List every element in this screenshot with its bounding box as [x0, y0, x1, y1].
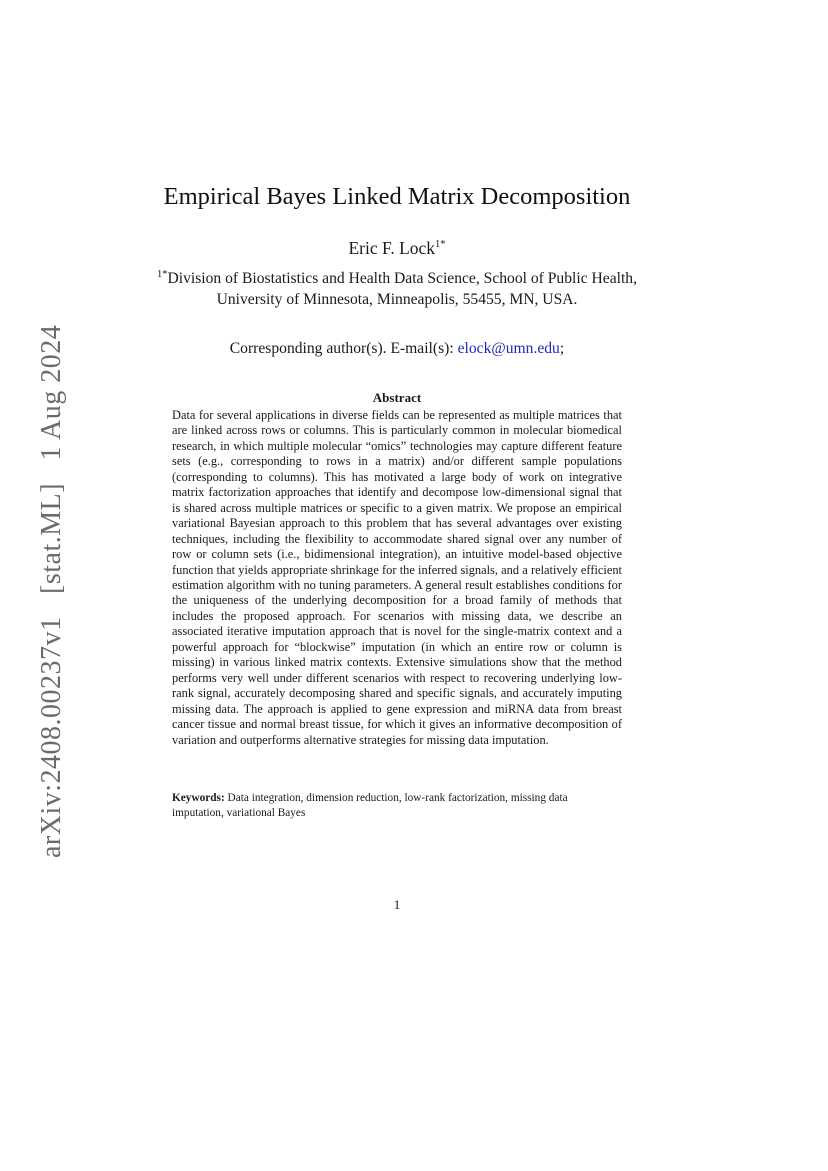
corresponding-author	[0, 340, 794, 358]
abstract-heading: Abstract	[372, 390, 422, 405]
paper-title: Empirical Bayes Linked Matrix Decomposition	[163, 183, 631, 210]
author-line	[0, 238, 794, 259]
affiliation-text: Division of Biostatistics and Health Data Science, School of Public Health, University of Minnesota, Minneapolis, 55455, MN, USA.	[167, 270, 637, 308]
arxiv-id[interactable]: arXiv:2408.00237v1	[36, 616, 67, 858]
author-mark: 1*	[435, 239, 446, 251]
author-name: Eric F. Lock	[348, 238, 436, 258]
affiliation	[150, 268, 644, 310]
arxiv-date: 1 Aug 2024	[36, 324, 67, 461]
abstract-body: Data for several applications in diverse fields can be represented as multiple matrices that are linked across rows or columns. This is particularly common in molecular biomedical research, in which multiple molecular “omics” technologies may capture different feature sets (e.g., corresponding to rows in a matrix) and/or different sample populations (corresponding to columns). This has motivated a large body of work on integrative matrix factorization approaches that identify and decompose low-dimensional signal that is shared across multiple matrices or specific to a given matrix. We propose an empirical variational Bayesian approach to this problem that has several advantages over existing techniques, including the flexibility to accommodate shared signal over any number of row or column sets (i.e., bidimensional integration), an intuitive model-based objective function that yields appropriate shrinkage for the inferred signals, and a relatively efficient estimation algorithm with no tuning parameters. A general result establishes conditions for the uniqueness of the underlying decomposition for a broad family of methods that includes the proposed approach. For scenarios with missing data, we describe an associated iterative imputation approach that is novel for the single-matrix context and a powerful approach for “blockwise” imputation (in which an entire row or column is missing) in various linked matrix contexts. Extensive simulations show that the method performs very well under different scenarios with respect to recovering underlying low-rank signal, accurately decomposing shared and specific signals, and accurately imputing missing data. The approach is applied to gene expression and miRNA data from breast cancer tissue and normal breast tissue, for which it gives an informative decomposition of variation and outperforms alternative strategies for missing data imputation.	[172, 408, 622, 747]
arxiv-category: [stat.ML]	[36, 482, 67, 594]
keywords-label: Keywords:	[172, 792, 225, 804]
corresponding-label: Corresponding author(s). E-mail(s):	[229, 340, 454, 357]
affiliation-mark: 1*	[157, 268, 168, 280]
keywords-text: Data integration, dimension reduction, low-rank factorization, missing data imputation, variational Bayes	[172, 792, 568, 819]
email-trailing: ;	[559, 340, 565, 357]
email-link[interactable]: elock@umn.edu	[457, 340, 560, 357]
keywords	[172, 791, 622, 820]
page-number: 1	[393, 897, 401, 912]
